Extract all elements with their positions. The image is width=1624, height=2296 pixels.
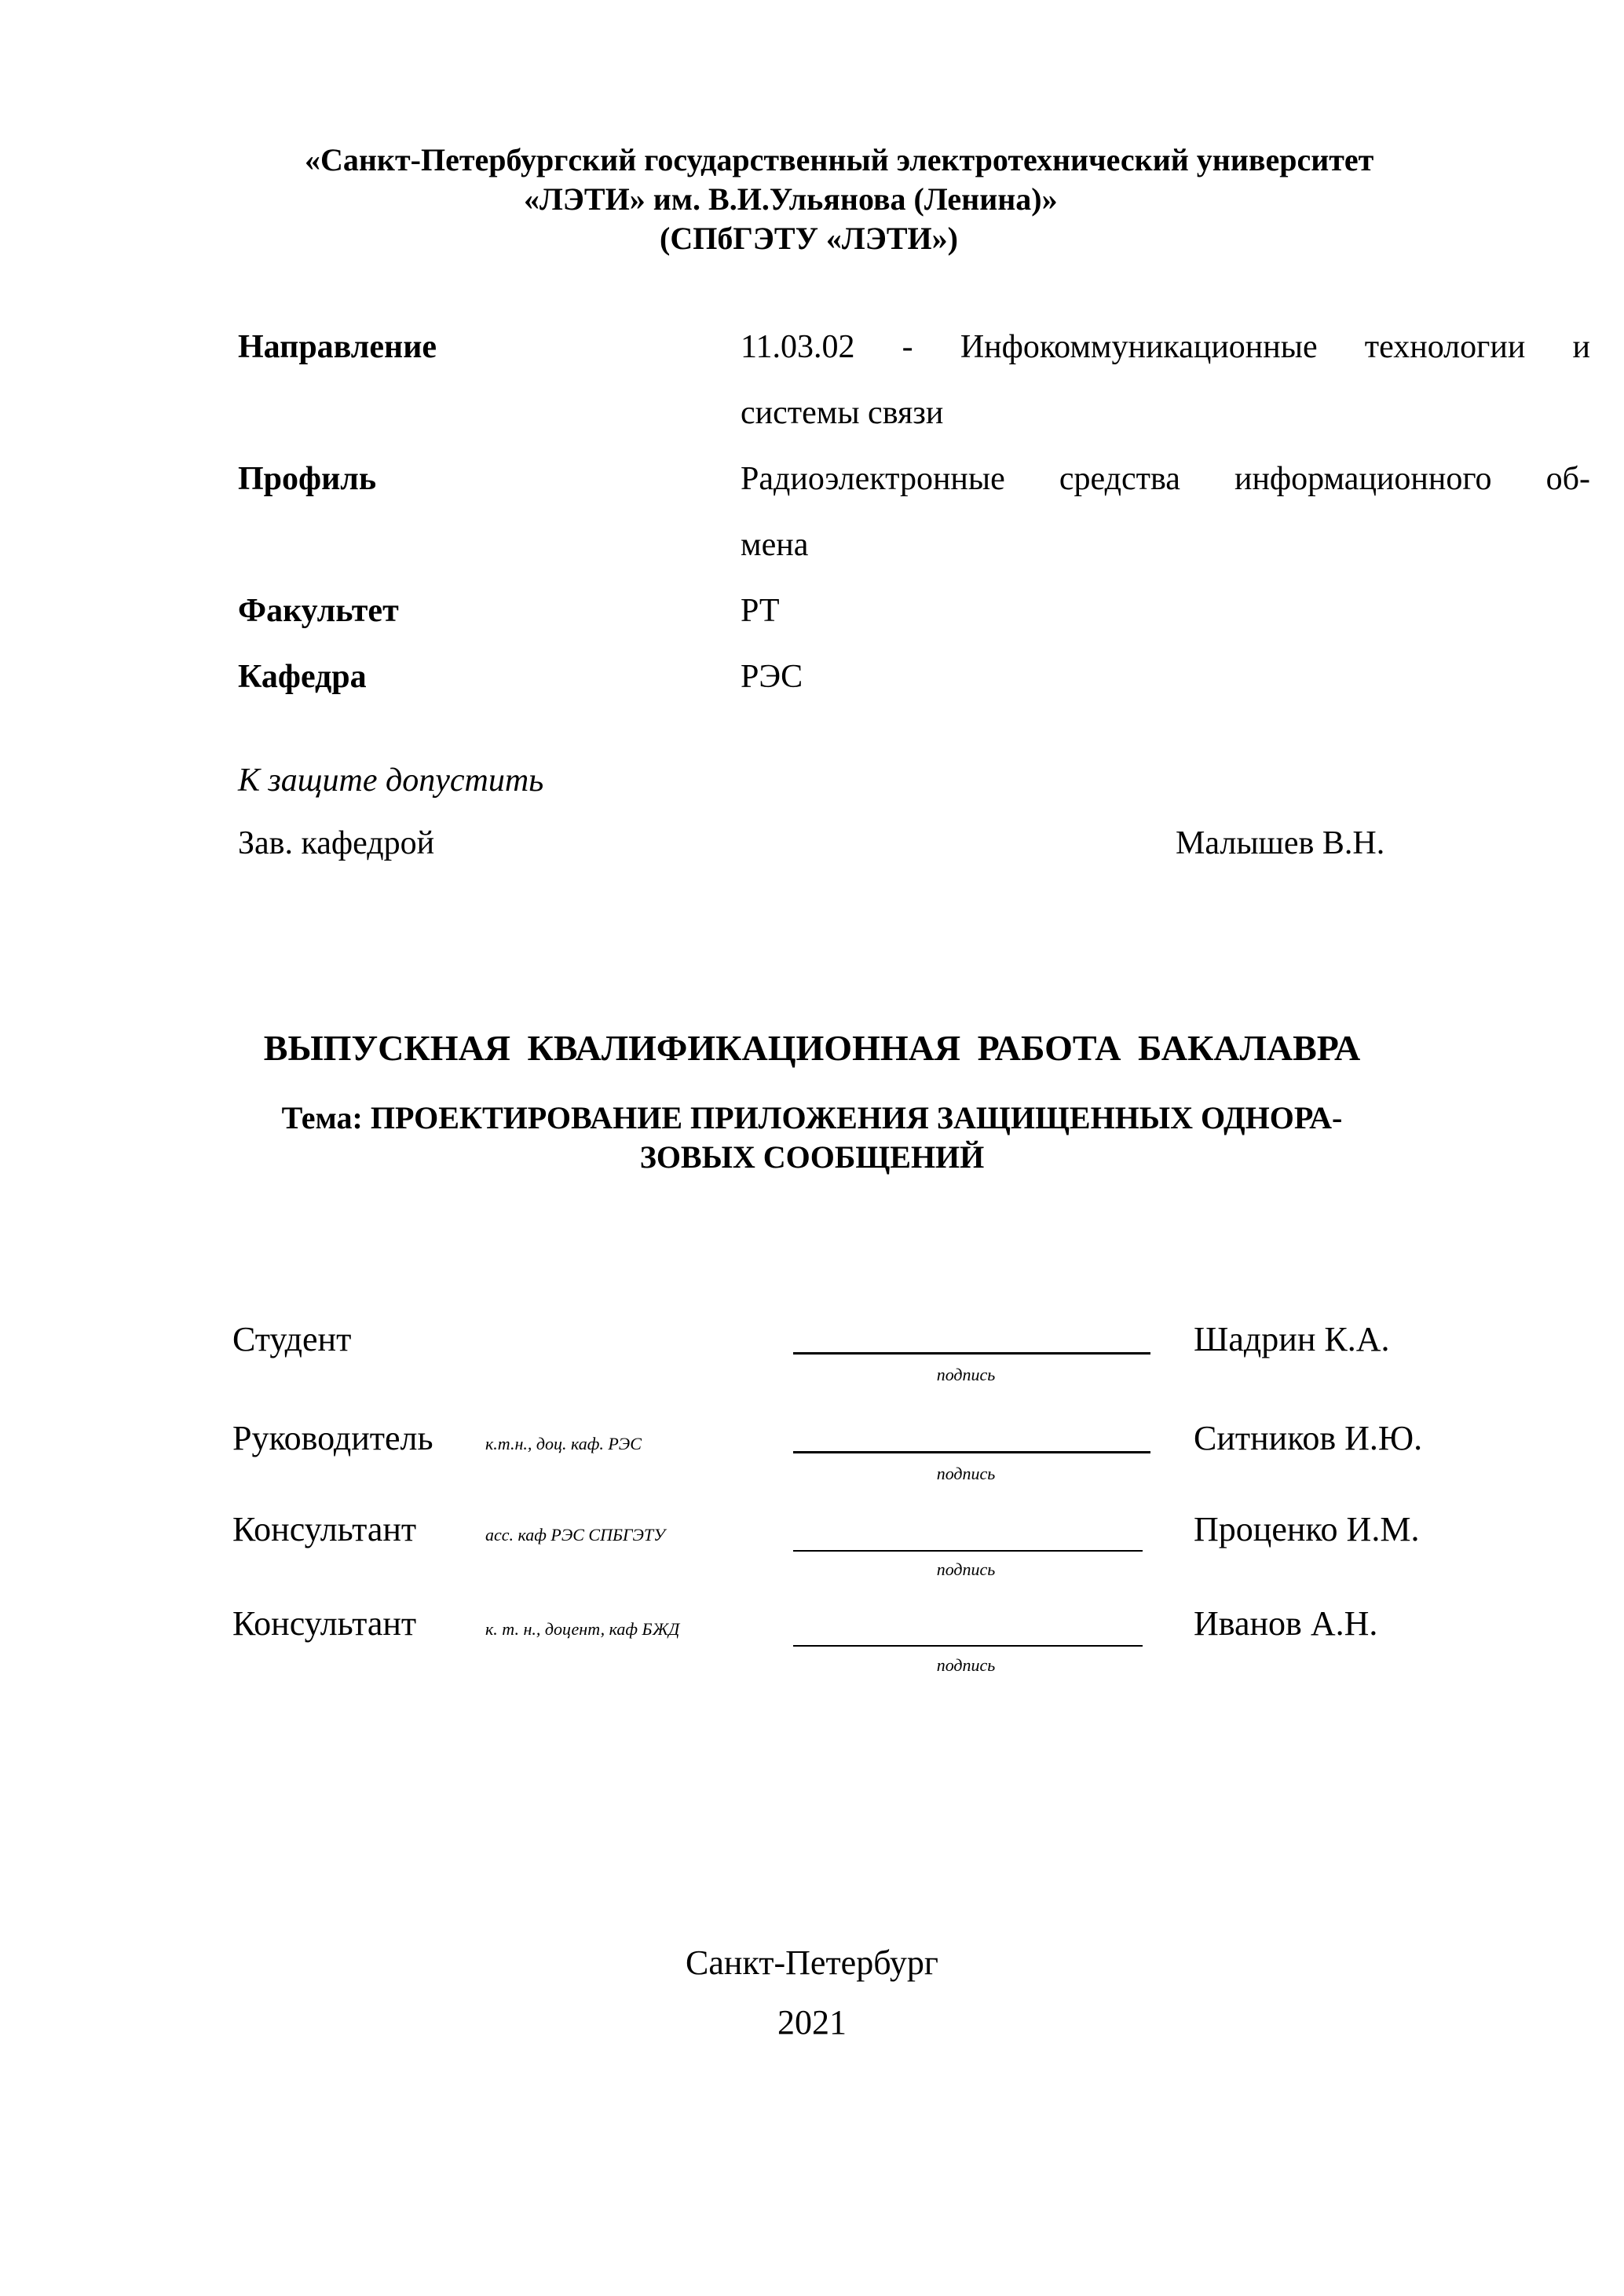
university-name-line1: «Санкт-Петербургский государственный электротехнический университет — [305, 142, 1374, 177]
signature-role-consultant-1: Консультант — [232, 1510, 417, 1548]
work-topic-line1: Тема: ПРОЕКТИРОВАНИЕ ПРИЛОЖЕНИЯ ЗАЩИЩЕННЫХ ОДНОРА- — [281, 1100, 1343, 1135]
signature-credentials-consultant-1: асс. каф РЭС СПБГЭТУ — [485, 1525, 665, 1545]
signature-line — [793, 1550, 1143, 1552]
info-label-direction: Направление — [238, 329, 437, 365]
info-value-faculty: РТ — [741, 593, 780, 629]
approval-role: Зав. кафедрой — [238, 825, 435, 861]
footer-city: Санкт-Петербург — [686, 1943, 938, 1982]
signature-name-consultant-2: Иванов А.Н. — [1194, 1604, 1378, 1643]
signature-credentials-consultant-2: к. т. н., доцент, каф БЖД — [485, 1619, 680, 1639]
info-value-profile: Радиоэлектронные средства информационного об- — [741, 461, 1590, 497]
footer-year: 2021 — [777, 2003, 847, 2042]
signature-caption: подпись — [936, 1464, 996, 1483]
signature-role-consultant-2: Консультант — [232, 1604, 417, 1643]
signature-line — [793, 1451, 1150, 1453]
signature-caption: подпись — [936, 1365, 996, 1384]
info-value-profile-cont: мена — [741, 527, 809, 563]
work-title: ВЫПУСКНАЯ КВАЛИФИКАЦИОННАЯ РАБОТА БАКАЛАВРА — [263, 1028, 1361, 1068]
university-name-line2: «ЛЭТИ» им. В.И.Ульянова (Ленина)» — [524, 181, 1058, 217]
info-value-direction: 11.03.02 - Инфокоммуникационные технологии и — [741, 329, 1590, 365]
info-label-department: Кафедра — [238, 659, 367, 695]
info-value-direction-cont: системы связи — [741, 395, 944, 431]
signature-name-student: Шадрин К.А. — [1194, 1320, 1390, 1358]
university-abbreviation: (СПбГЭТУ «ЛЭТИ») — [660, 221, 958, 256]
info-value-department: РЭС — [741, 659, 803, 695]
approval-name: Малышев В.Н. — [1176, 825, 1385, 861]
signature-role-supervisor: Руководитель — [232, 1419, 433, 1457]
signature-role-student: Студент — [232, 1320, 352, 1358]
signature-caption: подпись — [936, 1655, 996, 1675]
signature-line — [793, 1352, 1150, 1355]
signature-name-supervisor: Ситников И.Ю. — [1194, 1419, 1423, 1457]
approval-caption: К защите допустить — [238, 762, 544, 799]
info-label-faculty: Факультет — [238, 593, 399, 629]
signature-line — [793, 1645, 1143, 1647]
signature-caption: подпись — [936, 1559, 996, 1579]
work-topic-line2: ЗОВЫХ СООБЩЕНИЙ — [639, 1139, 985, 1175]
signature-name-consultant-1: Проценко И.М. — [1194, 1510, 1420, 1548]
info-label-profile: Профиль — [238, 461, 377, 497]
signature-credentials-supervisor: к.т.н., доц. каф. РЭС — [485, 1434, 642, 1453]
